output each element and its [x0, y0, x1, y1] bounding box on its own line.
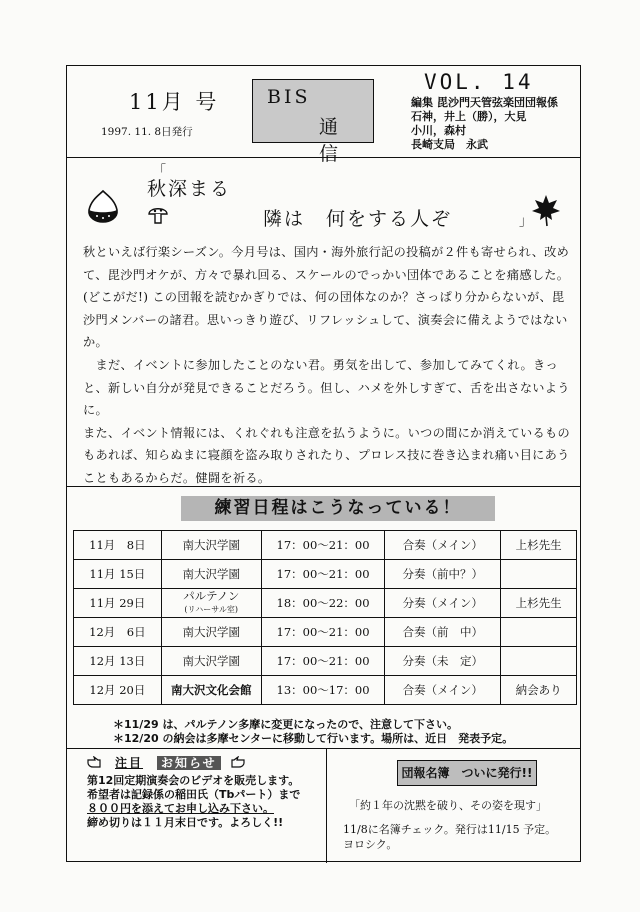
notice-line: ８００円を添えてお申し込み下さい。: [87, 802, 274, 815]
table-row: [74, 531, 577, 560]
roster-note: [343, 822, 556, 852]
editor-credits: [411, 96, 558, 152]
row-note: 上杉先生: [501, 531, 577, 560]
table-row: [74, 589, 577, 618]
notice-heading: [87, 754, 245, 771]
newsletter-title-box: [252, 79, 374, 165]
headline-line1: 秋深まる: [147, 178, 232, 200]
table-row: [74, 560, 577, 589]
row-time: 18：00〜22：00: [261, 589, 385, 618]
row-type: 分奏（前中？）: [385, 560, 501, 589]
row-time: 17：00〜21：00: [261, 560, 385, 589]
row-date: 11月 29日: [74, 589, 162, 618]
row-note: 納会あり: [501, 676, 577, 705]
schedule-note: ＊11/29 は、パルテノン多摩に変更になったので、注意して下さい。: [113, 718, 459, 731]
row-note: [501, 618, 577, 647]
row-place: [161, 589, 261, 618]
row-place: 南大沢文化会館: [161, 676, 261, 705]
row-date: 12月 20日: [74, 676, 162, 705]
row-note: [501, 647, 577, 676]
row-place: 南大沢学園: [161, 618, 261, 647]
open-quote: 「: [153, 164, 167, 179]
row-place-main: パルテノン: [183, 589, 240, 603]
notice-line: 第12回定期演奏会のビデオを販売します。: [87, 774, 300, 787]
newsletter-page: [66, 65, 581, 862]
row-type: 合奏（前 中）: [385, 618, 501, 647]
row-date: 12月 13日: [74, 647, 162, 676]
title-tsushin: 通 信: [319, 116, 346, 165]
row-time: 13：00〜17：00: [261, 676, 385, 705]
row-date: 11月 8日: [74, 531, 162, 560]
article-body: [83, 241, 573, 490]
divider: [67, 157, 580, 158]
notice-announcement-label: お知らせ: [157, 756, 221, 770]
row-place: 南大沢学園: [161, 531, 261, 560]
editor-line: 小川，森村: [411, 124, 466, 137]
maple-leaf-icon: [531, 193, 561, 227]
row-type: 合奏（メイン）: [385, 676, 501, 705]
roster-quote: 「約１年の沈黙を破り、その姿を現す」: [349, 799, 547, 812]
notice-line: 締め切りは１１月末日です。よろしく!!: [87, 816, 284, 829]
issue-label: 11月 号: [129, 90, 220, 114]
column-divider: [326, 748, 327, 863]
editor-line: 長崎支局 永武: [411, 138, 488, 151]
row-date: 12月 6日: [74, 618, 162, 647]
schedule-notes: [113, 718, 513, 746]
divider: [67, 486, 580, 487]
row-type: 合奏（メイン）: [385, 531, 501, 560]
article-paragraph: また、イベント情報には、くれぐれも注意を払うように。いつの間にか消えているものもあれば、知らぬまに寝顔を盗み取りされたり、プロレス技に巻き込まれ痛い目にあうこともあるからだ。健闘を祈る。: [83, 425, 571, 485]
roster-note-line: 11/8に名簿チェック。発行は11/15 予定。: [343, 823, 557, 836]
chestnut-icon: [85, 188, 121, 224]
row-place: 南大沢学園: [161, 647, 261, 676]
schedule-title: 練習日程はこうなっている！: [181, 496, 495, 521]
editor-line: 石神，井上（勝），大見: [411, 110, 527, 123]
table-row: [74, 676, 577, 705]
title-bis: BIS: [267, 86, 311, 108]
mushroom-icon: [147, 204, 169, 226]
notice-attention-label: 注目: [115, 756, 144, 770]
issue-date: 1997. 11. 8日発行: [101, 126, 193, 138]
divider: [67, 748, 580, 749]
headline-line2: 隣は 何をする人ぞ: [263, 208, 453, 230]
close-quote: 」: [519, 214, 533, 229]
row-type: 分奏（メイン）: [385, 589, 501, 618]
roster-banner: 団報名簿 ついに発行!!: [397, 760, 537, 786]
row-note: 上杉先生: [501, 589, 577, 618]
row-date: 11月 15日: [74, 560, 162, 589]
row-time: 17：00〜21：00: [261, 531, 385, 560]
pointing-hand-icon: [231, 756, 245, 768]
table-row: [74, 647, 577, 676]
table-row: [74, 618, 577, 647]
article-paragraph: まだ、イベントに参加したことのない君。勇気を出して、参加してみてくれ。きっと、新しい自分が発見できることだろう。但し、ハメを外しすぎて、舌を出さないように。: [83, 357, 570, 418]
row-place-sub: (リハーサル室): [184, 605, 239, 614]
editor-name: 毘沙門天管弦楽団団報係: [437, 96, 558, 109]
article-paragraph: 秋といえば行楽シーズン。今月号は、国内・海外旅行記の投稿が２件も寄せられ、改めて、毘沙門オケが、方々で暴れ回る、スケールのでっかい団体であることを痛感した。(どこがだ!) この団報を読むかぎりでは、何の団体なのか？さっぱり分からないが、毘沙門メンバーの諸君。思いっきり遊び、リフレッシュして、演奏会に備えようではないか。: [83, 245, 570, 350]
editor-line: [411, 96, 558, 110]
pointing-hand-icon: [87, 756, 101, 768]
row-note: [501, 560, 577, 589]
row-time: 17：00〜21：00: [261, 618, 385, 647]
volume-number: VOL. 14: [424, 70, 534, 94]
notice-body: [87, 774, 300, 830]
roster-note-line: ヨロシク。: [343, 838, 398, 851]
schedule-note: ＊12/20 の納会は多摩センターに移動して行います。場所は、近日 発表予定。: [113, 732, 514, 745]
practice-schedule-table: [73, 530, 577, 705]
row-place: 南大沢学園: [161, 560, 261, 589]
row-time: 17：00〜21：00: [261, 647, 385, 676]
notice-line: 希望者は記録係の稲田氏（Tbパート）まで: [87, 788, 301, 801]
editor-label: 編集: [411, 96, 433, 109]
row-type: 分奏（未 定）: [385, 647, 501, 676]
